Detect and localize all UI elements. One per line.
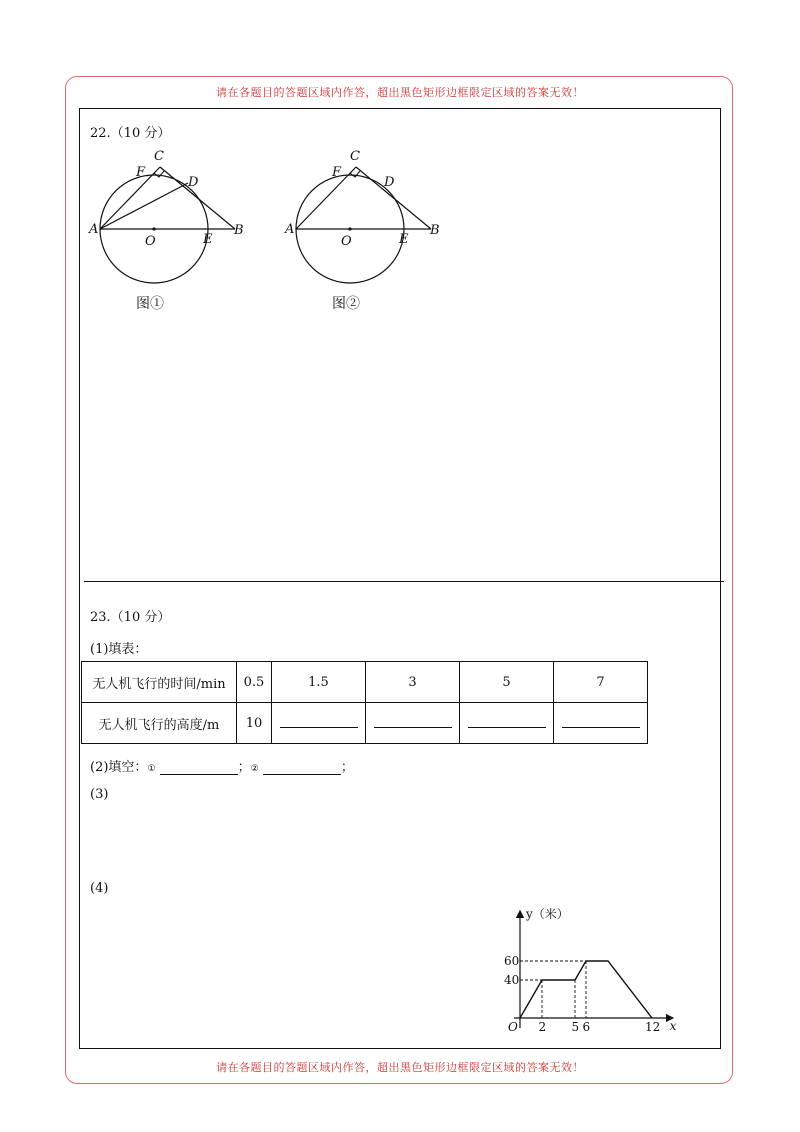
question-22-number: 22.（10 分） [90, 126, 171, 141]
fill-table [81, 661, 648, 744]
table-header-height: 无人机飞行的高度/m [82, 703, 237, 744]
table-cell-time: 7 [554, 662, 648, 703]
table-row-height [82, 703, 648, 744]
part-2-blank-1[interactable] [160, 760, 238, 775]
figure-1 [80, 140, 280, 320]
figure-2 [276, 140, 476, 320]
table-cell-time: 5 [460, 662, 554, 703]
figure-1-line-AC [100, 167, 160, 229]
answer-blank[interactable] [374, 715, 452, 728]
x-tick-label: 12 [645, 1020, 661, 1034]
figure-2-label-B: B [430, 223, 440, 238]
figure-2-label-O: O [341, 234, 352, 249]
part-3-label: (3) [90, 787, 109, 802]
figure-2-center-dot [348, 227, 351, 230]
figure-1-label-B: B [234, 223, 244, 238]
y-tick-label: 60 [504, 954, 520, 968]
figure-1-line-AD [100, 183, 188, 229]
table-answer-cell[interactable] [366, 703, 460, 744]
answer-blank[interactable] [280, 715, 358, 728]
x-tick-label: 2 [538, 1020, 547, 1034]
figure-1-caption: 图① [136, 296, 164, 312]
figure-2-label-F: F [332, 165, 342, 180]
part-2-label: (2)填空： [90, 760, 148, 775]
part-2-mark-1: ① [147, 764, 156, 774]
figure-1-label-E: E [203, 232, 213, 247]
question-23-number: 23.（10 分） [90, 610, 171, 625]
part-2-mark-2: ② [250, 764, 259, 774]
table-header-time: 无人机飞行的时间/min [82, 662, 237, 703]
table-row-time [82, 662, 648, 703]
answer-blank[interactable] [562, 715, 640, 728]
part-4-label: (4) [90, 881, 109, 896]
table-cell-height: 10 [237, 703, 272, 744]
top-notice: 请在各题目的答题区域内作答，超出黑色矩形边框限定区域的答案无效！ [216, 86, 584, 99]
figure-1-label-O: O [145, 234, 156, 249]
answer-blank[interactable] [468, 715, 546, 728]
x-tick-label: 6 [582, 1020, 591, 1034]
y-tick-label: 40 [504, 973, 520, 987]
table-cell-time: 0.5 [237, 662, 272, 703]
part-2-blank-2[interactable] [263, 760, 341, 775]
figure-1-label-D: D [188, 175, 199, 190]
figure-1-center-dot [152, 227, 155, 230]
y-axis-label: y（米） [526, 907, 569, 921]
part-1-label: (1)填表： [90, 642, 148, 657]
part-2-line [90, 756, 354, 775]
table-answer-cell[interactable] [554, 703, 648, 744]
figure-2-label-D: D [384, 175, 395, 190]
origin-label: O [508, 1020, 518, 1034]
question-divider [84, 581, 724, 582]
part-2-separator: ； [340, 760, 354, 775]
height-series-line [520, 961, 652, 1018]
bottom-notice: 请在各题目的答题区域内作答，超出黑色矩形边框限定区域的答案无效！ [216, 1061, 584, 1074]
figure-1-label-A: A [89, 222, 99, 237]
table-answer-cell[interactable] [272, 703, 366, 744]
table-cell-time: 3 [366, 662, 460, 703]
figure-1-label-C: C [154, 149, 164, 164]
table-answer-cell[interactable] [460, 703, 554, 744]
figure-2-caption: 图② [332, 296, 360, 312]
table-cell-time: 1.5 [272, 662, 366, 703]
height-time-graph [496, 900, 696, 1040]
x-tick-label: 5 [571, 1020, 580, 1034]
figure-1-label-F: F [136, 165, 146, 180]
figure-2-label-E: E [399, 232, 409, 247]
figure-2-label-C: C [350, 149, 360, 164]
figure-2-line-AC [296, 167, 356, 229]
x-axis-label: x [669, 1019, 677, 1033]
figure-2-label-A: A [285, 222, 295, 237]
part-2-separator: ； [237, 760, 251, 775]
